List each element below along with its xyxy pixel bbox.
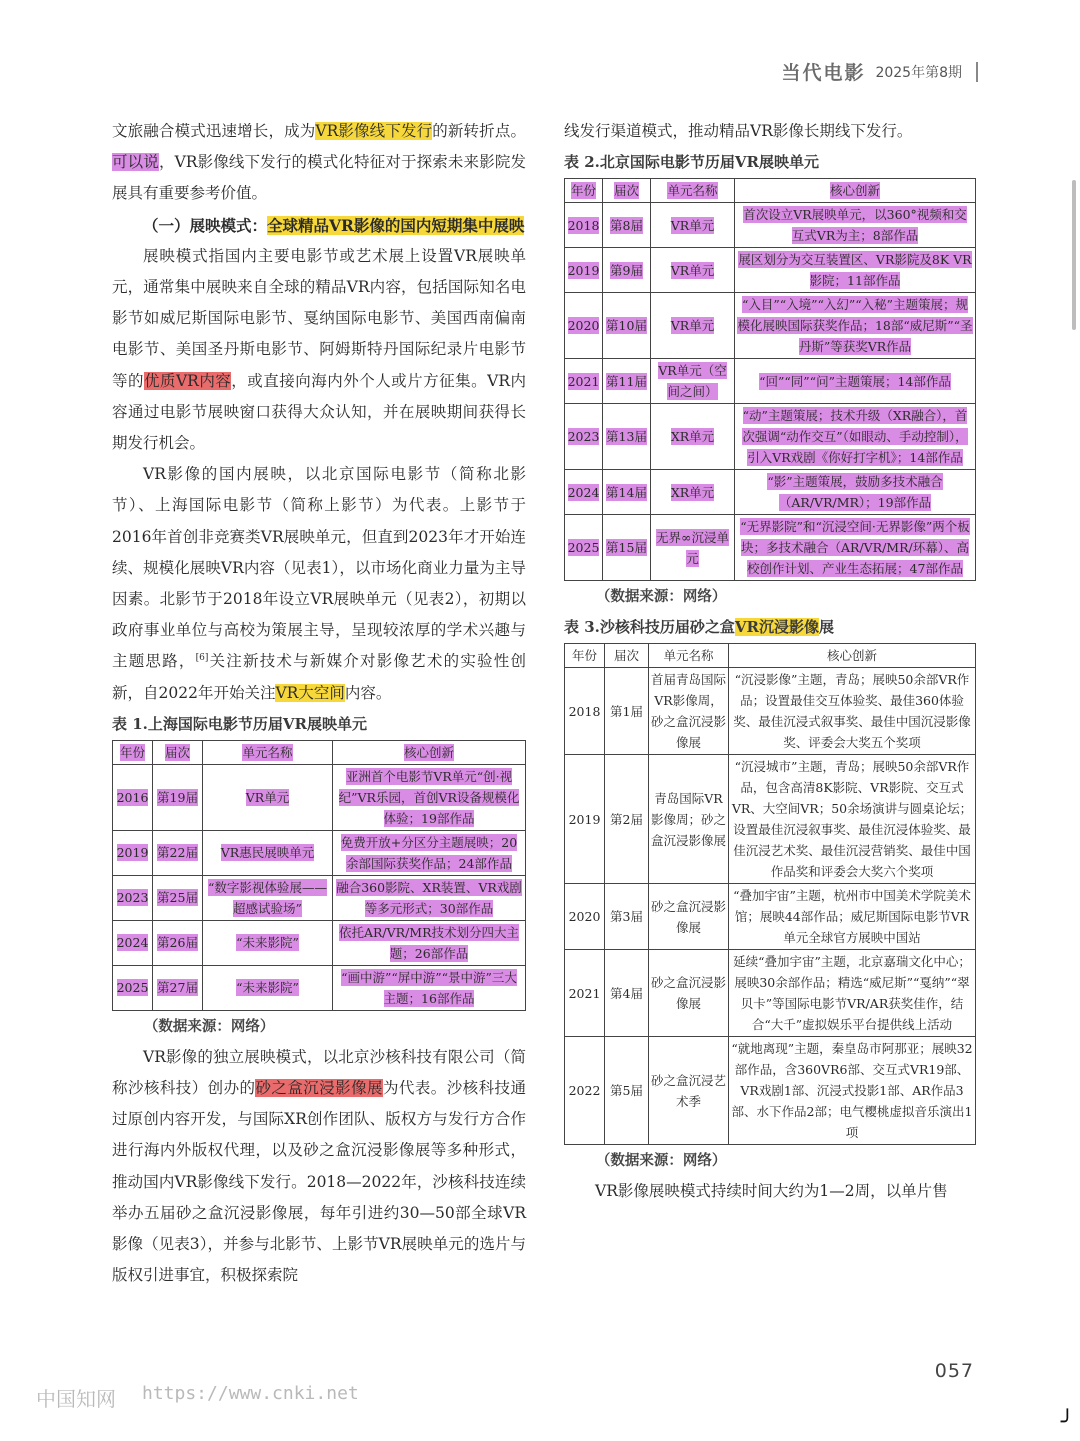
column-header: 单元名称 bbox=[203, 740, 333, 764]
table-cell: 2023 bbox=[113, 875, 153, 920]
citation-6[interactable]: [6] bbox=[195, 653, 209, 664]
paragraph-4: VR影像的独立展映模式，以北京沙核科技有限公司（简称沙核科技）创办的砂之盒沉浸影像展为代表。沙核科技通过原创内容开发，与国际XR创作团队、版权方与发行方合作进行海内外版权代理，以及砂之盒沉浸影像展等多种形式，推动国内VR影像线下发行。2018—2022年，沙核科技连续举办五届砂之盒沉浸影像展，每年引进约30—50部全球VR影像（见表3），并参与北影节、上影节VR展映单元的选片与版权引进事宜，积极探索院 bbox=[112, 1047, 526, 1285]
table2-caption: 表 2.北京国际电影节历届VR展映单元 bbox=[564, 153, 819, 172]
table-cell: 砂之盒沉浸艺术季 bbox=[649, 1037, 729, 1145]
paragraph-1: 文旅融合模式迅速增长，成为VR影像线下发行的新转折点。可以说，VR影像线下发行的模式化特征对于探索未来影院发展具有重要参考价值。 bbox=[112, 122, 526, 203]
table-row bbox=[565, 359, 976, 404]
table-cell: 2020 bbox=[565, 884, 605, 950]
table-cell: 第10届 bbox=[603, 293, 651, 359]
table-cell: 无界∞沉浸单元 bbox=[651, 515, 735, 581]
table2-header-row bbox=[565, 179, 976, 203]
table-cell: XR单元 bbox=[651, 404, 735, 470]
table-cell: VR惠民展映单元 bbox=[203, 830, 333, 875]
table-cell: “沉浸影像”主题，青岛；展映50余部VR作品；设置最佳交互体验奖、最佳360体验奖、最佳沉浸式叙事奖、最佳中国沉浸影像奖、评委会大奖五个奖项 bbox=[729, 668, 976, 755]
table-cell: “无界影院”和“沉浸空间·无界影像”两个板块；多技术融合（AR/VR/MR/环幕）、高校创作计划、产业生态拓展；47部作品 bbox=[735, 515, 976, 581]
column-header: 核心创新 bbox=[729, 644, 976, 668]
column-header: 届次 bbox=[153, 740, 203, 764]
table-sandbox-exhibitions bbox=[564, 643, 976, 1145]
watermark-url: https://www.cnki.net bbox=[142, 1383, 359, 1404]
column-header: 核心创新 bbox=[735, 179, 976, 203]
table-row bbox=[565, 404, 976, 470]
table-shanghai-vr-units bbox=[112, 740, 526, 1011]
table-row bbox=[565, 950, 976, 1037]
table-cell: 2024 bbox=[113, 920, 153, 965]
table-row bbox=[113, 920, 526, 965]
table-cell: 砂之盒沉浸影像展 bbox=[649, 884, 729, 950]
table-cell: 第26届 bbox=[153, 920, 203, 965]
running-header bbox=[781, 58, 978, 85]
paragraph-continued: 线发行渠道模式，推动精品VR影像长期线下发行。 bbox=[564, 122, 913, 140]
table-cell: 2023 bbox=[565, 404, 603, 470]
table-cell: 第9届 bbox=[603, 248, 651, 293]
table-cell: VR单元（空间之间） bbox=[651, 359, 735, 404]
table-cell: 展区划分为交互装置区、VR影院及8K VR影院；11部作品 bbox=[735, 248, 976, 293]
table-cell: “入目”“入境”“入幻”“入秘”主题策展；规模化展映国际获奖作品；18部“威尼斯”“圣丹斯”等获奖VR作品 bbox=[735, 293, 976, 359]
table2-source: （数据来源：网络） bbox=[595, 588, 727, 606]
right-column bbox=[564, 116, 976, 1207]
section-heading-highlight: 全球精品VR影像的国内短期集中展映 bbox=[267, 215, 525, 235]
page-curl-icon: ╯ bbox=[1060, 1410, 1074, 1435]
paragraph-last: VR影像展映模式持续时间大约为1—2周，以单片售 bbox=[595, 1182, 948, 1201]
table-cell: 第5届 bbox=[605, 1037, 649, 1145]
left-column bbox=[112, 116, 526, 1291]
table3-caption: 表 3.沙核科技历届砂之盒VR沉浸影像展 bbox=[564, 618, 835, 637]
table-cell: “回”“同”“问”主题策展；14部作品 bbox=[735, 359, 976, 404]
table-cell: VR单元 bbox=[651, 293, 735, 359]
table3-source: （数据来源：网络） bbox=[595, 1152, 727, 1170]
highlight-sandbox-exhibition: 砂之盒沉浸影像展 bbox=[255, 1079, 383, 1098]
table-row bbox=[565, 293, 976, 359]
table-cell: 首届青岛国际VR影像周，砂之盒沉浸影像展 bbox=[649, 668, 729, 755]
highlight-vr-large-space: VR大空间 bbox=[275, 683, 345, 702]
table-cell: 依托AR/VR/MR技术划分四大主题；26部作品 bbox=[333, 920, 526, 965]
table-row bbox=[565, 248, 976, 293]
table-cell: 首次设立VR展映单元，以360°视频和交互式VR为主；8部作品 bbox=[735, 203, 976, 248]
table-cell: 第4届 bbox=[605, 950, 649, 1037]
table-cell: 第1届 bbox=[605, 668, 649, 755]
table-cell: 2018 bbox=[565, 668, 605, 755]
table-cell: “未来影院” bbox=[203, 965, 333, 1010]
table-cell: 第2届 bbox=[605, 755, 649, 884]
table-cell: “动”主题策展；技术升级（XR融合），首次强调“动作交互”（如眼动、手动控制），引入VR戏剧《你好打字机》；14部作品 bbox=[735, 404, 976, 470]
table-cell: 第3届 bbox=[605, 884, 649, 950]
watermark-name: 中国知网 bbox=[36, 1387, 116, 1411]
table-cell: 砂之盒沉浸影像展 bbox=[649, 950, 729, 1037]
table-cell: 第22届 bbox=[153, 830, 203, 875]
table-row bbox=[565, 203, 976, 248]
table-cell: 2024 bbox=[565, 470, 603, 515]
column-header: 核心创新 bbox=[333, 740, 526, 764]
table-cell: 延续“叠加宇宙”主题，北京嘉瑞文化中心；展映30余部作品；精选“威尼斯”“戛纳”“翠贝卡”等国际电影节VR/AR获奖佳作，结合“大千”虚拟娱乐平台提供线上活动 bbox=[729, 950, 976, 1037]
table-cell: 第15届 bbox=[603, 515, 651, 581]
table-cell: 第25届 bbox=[153, 875, 203, 920]
paragraph-3: VR影像的国内展映，以北京国际电影节（简称北影节）、上海国际电影节（简称上影节）为代表。上影节于2016年首创非竞赛类VR展映单元，但直到2023年才开始连续、规模化展映VR内容（见表1），以市场化商业力量为主导因素。北影节于2018年设立VR展映单元（见表2），初期以政府事业单位与高校为策展主导，呈现较浓厚的学术兴趣与主题思路，[6]关注新技术与新媒介对影像艺术的实验性创新，自2022年开始关注VR大空间内容。 bbox=[112, 465, 526, 702]
header-divider bbox=[976, 62, 978, 82]
table-cell: 免费开放+分区分主题展映；20余部国际获奖作品；24部作品 bbox=[333, 830, 526, 875]
table-cell: 青岛国际VR影像周；砂之盒沉浸影像展 bbox=[649, 755, 729, 884]
table-cell: 第11届 bbox=[603, 359, 651, 404]
page-number: 057 bbox=[934, 1360, 974, 1382]
table-cell: 第13届 bbox=[603, 404, 651, 470]
column-header: 单元名称 bbox=[651, 179, 735, 203]
table-cell: “就地离现”主题，秦皇岛市阿那亚；展映32部作品，含360VR6部、交互式VR19部、VR戏剧1部、沉浸式投影1部、AR作品3部、水下作品2部；电气樱桃虚拟音乐演出1项 bbox=[729, 1037, 976, 1145]
table-cell: 第27届 bbox=[153, 965, 203, 1010]
table-cell: XR单元 bbox=[651, 470, 735, 515]
table-cell: “影”主题策展，鼓励多技术融合（AR/VR/MR）；19部作品 bbox=[735, 470, 976, 515]
column-header: 年份 bbox=[113, 740, 153, 764]
issue-label: 2025年第8期 bbox=[875, 64, 962, 81]
table-row bbox=[565, 755, 976, 884]
journal-title: 当代电影 bbox=[781, 62, 866, 84]
table-row bbox=[113, 830, 526, 875]
table1-source: （数据来源：网络） bbox=[143, 1017, 275, 1035]
table-cell: 亚洲首个电影节VR单元“创·视纪”VR乐园，首创VR设备规模化体验；19部作品 bbox=[333, 764, 526, 830]
table-cell: 2021 bbox=[565, 359, 603, 404]
table-cell: “沉浸城市”主题，青岛；展映50余部VR作品，包含高清8K影院、VR影院、交互式VR、大空间VR；50余场演讲与圆桌论坛；设置最佳沉浸叙事奖、最佳沉浸体验奖、最佳沉浸艺术奖、最佳沉浸营销奖、最佳中国作品奖和评委会大奖六个奖项 bbox=[729, 755, 976, 884]
table3-caption-highlight: VR沉浸影像 bbox=[734, 618, 819, 637]
table-row bbox=[565, 515, 976, 581]
table-row bbox=[565, 884, 976, 950]
table-cell: “叠加宇宙”主题，杭州市中国美术学院美术馆；展映44部作品；威尼斯国际电影节VR单元全球官方展映中国站 bbox=[729, 884, 976, 950]
table-cell: “未来影院” bbox=[203, 920, 333, 965]
column-header: 单元名称 bbox=[649, 644, 729, 668]
table-cell: 2018 bbox=[565, 203, 603, 248]
paragraph-2: 展映模式指国内主要电影节或艺术展上设置VR展映单元，通常集中展映来自全球的精品VR内容，包括国际知名电影节如威尼斯国际电影节、戛纳国际电影节、美国西南偏南电影节、美国圣丹斯电影节、阿姆斯特丹国际纪录片电影节等的优质VR内容，或直接向海内外个人或片方征集。VR内容通过电影节展映窗口获得大众认知，并在展映期间获得长期发行机会。 bbox=[112, 246, 526, 453]
table-row bbox=[113, 965, 526, 1010]
table3-header-row bbox=[565, 644, 976, 668]
table-beijing-vr-units bbox=[564, 178, 976, 581]
table-cell: 融合360影院、XR装置、VR戏剧等多元形式；30部作品 bbox=[333, 875, 526, 920]
section-heading: （一）展映模式：全球精品VR影像的国内短期集中展映 bbox=[143, 215, 525, 235]
table-cell: 2025 bbox=[113, 965, 153, 1010]
table-cell: “数字影视体验展——超感试验场” bbox=[203, 875, 333, 920]
cnki-watermark bbox=[36, 1383, 359, 1412]
table-cell: 2020 bbox=[565, 293, 603, 359]
table-row bbox=[113, 764, 526, 830]
column-header: 年份 bbox=[565, 644, 605, 668]
table-row bbox=[113, 875, 526, 920]
table-cell: VR单元 bbox=[651, 203, 735, 248]
table-cell: 第8届 bbox=[603, 203, 651, 248]
table-cell: “画中游”“屏中游”“景中游”三大主题；16部作品 bbox=[333, 965, 526, 1010]
table-cell: 2019 bbox=[565, 248, 603, 293]
table-cell: 第19届 bbox=[153, 764, 203, 830]
highlight-offline-release: VR影像线下发行 bbox=[315, 122, 433, 140]
column-header: 届次 bbox=[605, 644, 649, 668]
table-cell: 2019 bbox=[113, 830, 153, 875]
table-cell: 2022 bbox=[565, 1037, 605, 1145]
table-row bbox=[565, 470, 976, 515]
highlight-keyi-shuo: 可以说 bbox=[112, 153, 159, 172]
column-header: 年份 bbox=[565, 179, 603, 203]
highlight-quality-vr: 优质VR内容 bbox=[143, 371, 232, 390]
table-cell: 2016 bbox=[113, 764, 153, 830]
table-row bbox=[565, 1037, 976, 1145]
table-cell: 2025 bbox=[565, 515, 603, 581]
table-row bbox=[565, 668, 976, 755]
scrollbar-thumb[interactable] bbox=[1072, 180, 1076, 330]
column-header: 届次 bbox=[603, 179, 651, 203]
table-cell: 2019 bbox=[565, 755, 605, 884]
table1-caption: 表 1.上海国际电影节历届VR展映单元 bbox=[112, 714, 367, 733]
table1-header-row bbox=[113, 740, 526, 764]
table-cell: VR单元 bbox=[651, 248, 735, 293]
table-cell: 2021 bbox=[565, 950, 605, 1037]
table-cell: 第14届 bbox=[603, 470, 651, 515]
table-cell: VR单元 bbox=[203, 764, 333, 830]
